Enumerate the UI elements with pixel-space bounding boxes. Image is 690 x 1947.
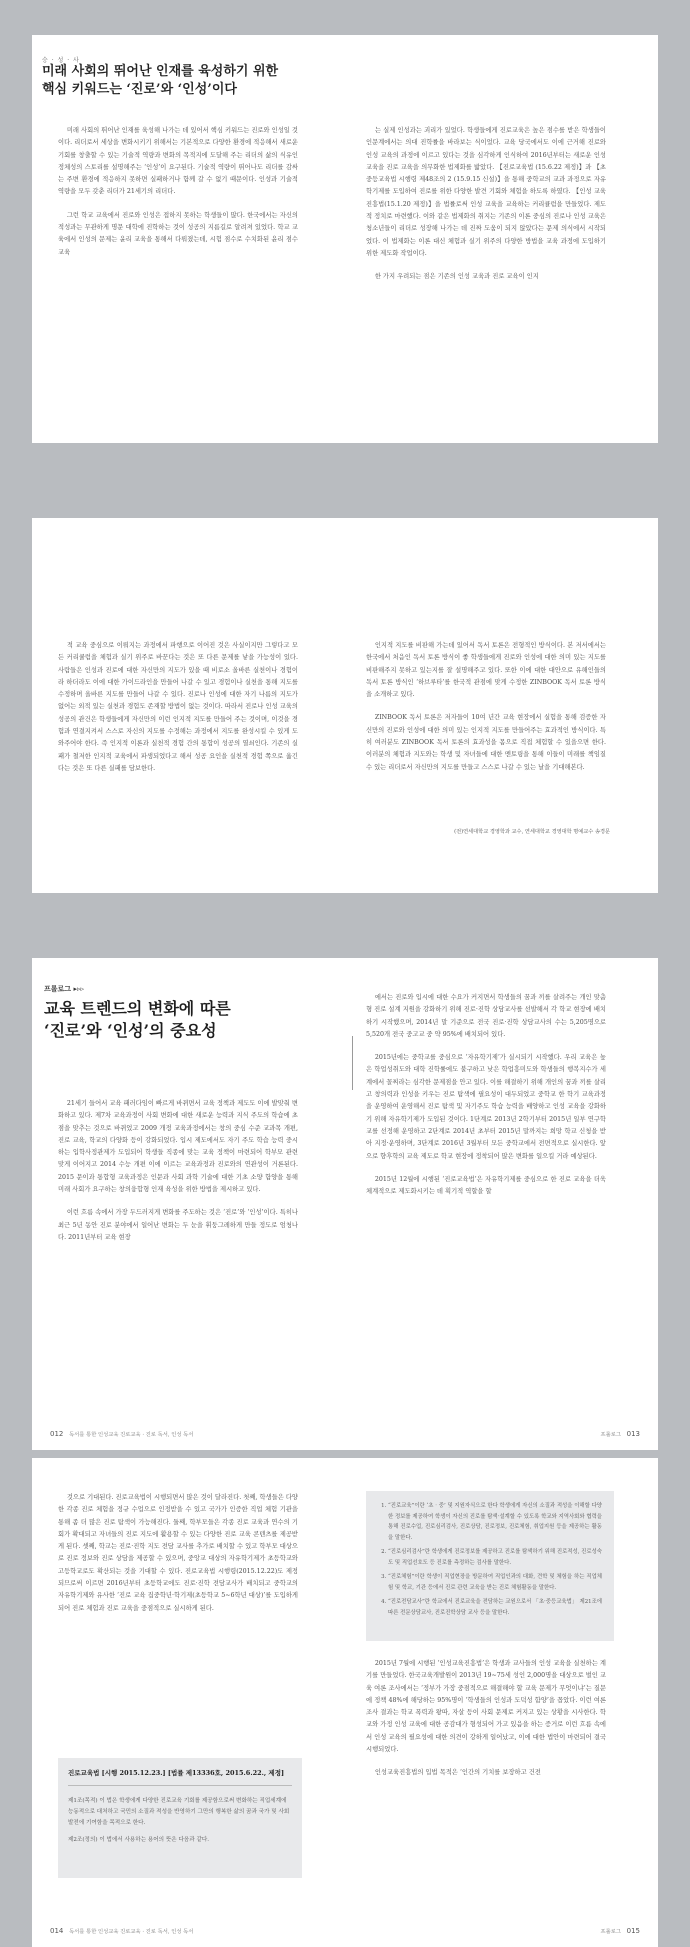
- page-footer-right: [600, 1430, 644, 1438]
- left-column: [58, 1098, 298, 1255]
- paragraph: 에서는 진로와 입시에 대한 수요가 커지면서 학생들의 꿈과 끼를 살려주는 개인 맞춤형 진로 설계 지원을 강화하기 위해 진로·진학 상담교사를 선발해서 각 학교 현장에 배치하기 시작했으며, 2014년 말 기준으로 전국 진로·진학 상담교사의 수는 5,205명으로 5,520개 전국 중고교 중 약 95%에 배치되어 있다.: [366, 994, 606, 1038]
- chapter-title: 교육 트렌드의 변화에 따른 ‘진로’와 ‘인성’의 중요성: [44, 999, 231, 1040]
- page-number: 013: [626, 1430, 640, 1438]
- right-column: [366, 125, 606, 295]
- left-column: [58, 1492, 298, 1615]
- author-byline: (전)연세대학교 경영학과 교수, 연세대학교 경영대학 명예교수 송경문: [454, 829, 610, 835]
- law-definition-box: [58, 1758, 302, 1878]
- definition-item: 1. “진로교육”이란 ‘초‧중’ 및 지원자식으로 한다 학생에게 자신의 소질과 적성을 이해할 다양한 정보를 제공하여 학생이 자신의 진로를 탐색·설계할 수 있도록 학교와 지역사회와 협력을 통해 진로수업, 진로심리검사, 진로상담, 진로정보, 진로체험, 취업지원 등을 제공하는 활동을 말한다.: [388, 1501, 602, 1543]
- running-title: 프롤로그: [600, 1432, 621, 1438]
- book-page-prologue-2: [32, 1458, 658, 1947]
- paragraph: 2015년 12월에 시행된 ‘진로교육법’은 자유학기제를 중심으로 한 진로 교육을 더욱 체계적으로 제도화시키는 데 획기적 역할을 할: [366, 1175, 606, 1196]
- paragraph: ZINBOOK 독서 토론은 저자들이 10여 년간 교육 현장에서 실험을 통해 검증한 자신만의 진로와 인성에 대한 의미 있는 인지적 지도를 만들어주는 효과적인 방식이다. 특히 여러분도 ZINBOOK 독서 토론의 효과성을 몸으로 직접 체험할 수 있을으면 한다. 이러분의 체험과 지도와는 학생 및 자녀들에 대한 멘토링을 통해 이들이 미래를 책임질 수 있는 리더로서 자신만의 지도를 만들고 스스로 나갈 수 있는 날을 기대해본다.: [366, 714, 606, 771]
- paragraph: 21세기 들어서 교육 패러다임이 빠르게 바뀌면서 교육 정책과 제도도 이에 발맞춰 변화하고 있다. 제7차 교육과정이 사회 변화에 대한 새로운 능력과 지식 주도의 학습에 초점을 맞추는 것으로 바뀌었고 2009 개정 교육과정에서는 창의 중심 수준 교과목 개편, 진로 교육, 학교의 다양화 등이 강화되었다. 입시 제도에서도 자기 주도 학습 능력 중시하는 입학사정관제가 도입되어 학생들 직종에 맞는 교육 정책이 마련되어 학부모 관련 맞게 이어지고 2014 수능 개편 이에 이르는 교육과정과 진로와의 연관성이 거론된다. 2015 문이과 통합형 교육과정은 인문과 사회 과학 기술에 대한 기초 소양 함양을 통해 미래 사회가 요구하는 창의융합형 인재 육성을 위한 방법을 제시하고 있다.: [58, 1100, 298, 1194]
- page-footer-left: [46, 1430, 193, 1438]
- divider: [352, 1036, 353, 1090]
- paragraph: 인지적 지도를 비판해 가는데 있어서 독서 토론은 전형적인 방식이다. 본 저서에서는 한국에서 처음인 독서 토론 방식이 좋 학생들에게 진로와 인성에 대한 의미 있는 지도를 비판해주지 못하고 있는지를 잘 설명해주고 있다. 또한 이에 대한 대안으로 유해인들의 독서 토론 방식인 ‘하브루타’를 한국적 관점에 맞게 수정한 ZINBOOK 독서 토론 방식을 소개하고 있다.: [366, 642, 606, 699]
- book-page-foreword-2: [32, 518, 658, 893]
- page-footer-left: [46, 1927, 193, 1935]
- paragraph: 것으로 기대된다. 진로교육법이 시행되면서 많은 것이 달라진다. 첫째, 학생들은 다양한 각종 진로 체험을 정규 수업으로 인정받을 수 있고 국가가 인증한 직업 체험 기관을 통해 좀 더 많은 진로 탐색이 가능해진다. 둘째, 학부모들은 각종 진로 교육과 연수의 기회가 확대되고 자녀들의 진로 지도에 활용할 수 있는 다양한 진로 교육 콘텐츠를 제공받게 된다. 셋째, 학교는 진로·진학 지도 전담 교사를 추가로 배치할 수 있고 학부모 대상으로 진로 정보와 진로 상담을 제공할 수 있으며, 중앙교 대상의 자유학기제가 초등학교와 고등학교로도 확산되는 것을 기대할 수 있다. 진로교육법 시행령(2015.12.22)도 제정되므로써 이르면 2016년부터 초등학교에도 진로·진학 전담교사가 배치되고 중학교의 자유학기제와 유사한 ‘진로 교육 집중학년·학기제(초등학교 5~6학년 대상)’를 도입하게 되어 진로 체험과 진로 교육을 중점적으로 실시하게 된다.: [58, 1494, 298, 1612]
- running-title: 독서를 통한 인성교육 진로교육 · 진로 독서, 인성 독서: [69, 1432, 194, 1438]
- page-title: 미래 사회의 뛰어난 인재를 육성하기 위한 핵심 키워드는 ‘진로’와 ‘인성’이다: [42, 64, 279, 97]
- definition-item: 3. “진로체험”이란 학생이 직업현장을 방문하여 직업인과의 대화, 견학 및 체험을 하는 직업체험 및 학교, 기관 등에서 진로 관련 교육을 받는 진로 체험활동을 말한다.: [388, 1572, 602, 1593]
- book-page-prologue-1: [32, 958, 658, 1450]
- paragraph: 2015년에는 중학교를 중심으로 ‘자유학기제’가 실시되기 시작했다. 우리 교육은 높은 학업성취도와 대학 진학률에도 불구하고 낮은 학업흥미도와 학생들의 행복지수가 세계에서 꼴찌라는 심각한 문제점을 안고 있다. 이를 해결하기 위해 개인의 꿈과 끼를 살리고 창의력과 인성을 키우는 진로 탐색에 필요성이 대두되었고 중학교 한 학기 교육과정을 운영하여 운영해서 진로 탐색 및 자기주도 학습 능력을 배양하고 인성 교육을 강화하기 위해 자유학기제가 도입된 것이다. 1단계로 2013년 2학기부터 2015년 일부 연구학교를 선정해 운영하고 2단계로 2014년 초부터 2015년 말까지는 희망 학교 신청을 받아 지정·운영하며, 3단계로 2016년 3월부터 모든 중학교에서 전면적으로 실시한다. 앞으로 향후학의 교육 제도로 학교 현장에 정착되어 많은 변화를 일으킬 거라 예상된다.: [366, 1054, 606, 1160]
- definition-item: 2. “진로심리검사”란 학생에게 진로정보를 제공하고 진로를 탐색하기 위해 진로적성, 진로성숙도 및 직업선호도 등 진로를 측정하는 검사를 말한다.: [388, 1547, 602, 1568]
- paragraph: 한 가지 우려되는 점은 기존의 인성 교육과 진로 교육이 인지: [374, 273, 539, 281]
- paragraph: 미래 사회의 뛰어난 인재를 육성해 나가는 데 있어서 핵심 키워드는 진로와 인성일 것이다. 리더로서 세상을 변화시키기 위해서는 기본적으로 다양한 환경에 적응해서 새로운 기회를 창출할 수 있는 기술적 역량과 변화의 목적지에 도달해 주는 리더의 삶의 식유인 정체성의 스토리를 설명해주는 ‘인성’이 요구된다. 기술적 역량이 뛰어나도 리더를 감싸는 주변 환경에 적응하지 못하면 실패하거나 함께 갈 수 없기 때문이다. 인성과 기술적 역량을 모두 갖춘 리더가 21세기의 리더다.: [58, 127, 298, 196]
- definitions-note-box: [366, 1491, 614, 1641]
- paragraph: 적 교육 중심으로 이뤄지는 과정에서 파행으로 이어진 것은 사실이지만 그렇다고 모든 커리큘럼을 체험과 실기 위주로 바꾼다는 것은 또 다른 문제를 낳을 가능성이 있다. 사람들은 인성과 진로에 대한 자신만의 지도가 있을 때 비로소 올바른 실천이나 경험이라 하더라도 이에 대한 가이드라인을 만들어 나갈 수 있고 경험이나 실천을 통해 지도를 수정하며 올바른 지도를 만들어 나갈 수 있다. 진로나 인성에 대한 자기 나름의 지도가 없어는 외적 있는 실천과 경험도 존재할 방법이 없는 것이다. 따라서 진로나 인성 교육의 성공의 관건은 학생들에게 자신만의 이런 인지적 지도를 만들어 주는 것이며, 이것을 경험과 연결지켜서 스스로 자신의 지도를 수정해는 과정에서 지도를 완성시킬 수 있게 도와주어야 한다. 즉 인지적 이론과 실천적 경험 간의 통합이 성공의 열쇠인다. 기존의 실패가 철저한 인지적 교육에서 파생되었다고 해서 성공 요인을 실천적 경험 쪽으로 옮긴다는 것은 또 다른 실패를 담보한다.: [58, 642, 298, 772]
- left-column: [58, 640, 298, 775]
- left-column: [58, 125, 298, 270]
- running-title: 프롤로그: [600, 1929, 621, 1935]
- section-kicker: 프롤로그 ▸▹▹: [44, 984, 85, 993]
- page-footer-right: [600, 1927, 644, 1935]
- paragraph: 는 실제 인성과는 괴리가 있었다. 학생들에게 진로교육은 높은 점수를 받은 학생들이 인문계에서는 의대 진학률을 바라보는 식이었다. 교육 당국에서도 이에 근거해 진로와 인성 교육의 과정에 이르고 있다는 것을 심각하게 인식하여 2016년부터는 새로운 인성 교육을 진로 교육을 의무화한 법제화를 밟았다. 【진로교육법 (15.6.22 제정)】과 【초중등교육법 시행령 제48조의 2 (15.9.15 신설)】을 통해 중학교의 교과 과정으로 자유학기제를 도입하여 진로를 위한 다양한 발견 기회와 체험을 하도록 하였다. 【인성 교육 진흥법(15.1.20 제정)】을 법률로써 인성 교육을 교육하는 커리큘럼을 만들었다. 제도적 정치로 마련했다. 이와 같은 법제화의 취지는 기존의 이론 중심의 진로나 인성 교육은 청소년들이 리더로 성장해 나가는 데 진짜 도움이 되지 않았다는 문제 의식에서 시작되었다. 이 법제화는 이론 대신 체험과 실기 위주의 다양한 방법을 교육 과정에 도입하기 위한 제도화 작업이다.: [366, 127, 606, 257]
- right-column: [366, 992, 606, 1209]
- law-title: 진로교육법 [시행 2015.12.23.] [법률 제13336호, 2015.6.22., 제정]: [68, 1769, 285, 1777]
- divider: [68, 1785, 292, 1786]
- paragraph: 인성교육진흥법의 입법 목적은 ‘인간의 기치를 보장하고 건전: [374, 1769, 541, 1777]
- definition-item: 4. “진로전담교사”란 학교에서 진로교육을 전담하는 교원으로서 「초·중등교육법」 제21조에 따른 전문상담교사, 진로진학상담 교사 등을 말한다.: [388, 1597, 602, 1618]
- page-number: 014: [50, 1927, 64, 1935]
- paragraph: 그런 학교 교육에서 진로와 인성은 접하지 못하는 학생들이 많다. 한국에서는 자신의 적성과는 무관하게 명문 대학에 진학하는 것이 성공의 지름길로 알려져 있었다. 학교 교육에서 인성의 문제는 윤리 교육을 통해서 다뤄졌는데, 시험 점수로 수치화된 윤리 점수 교육: [58, 211, 298, 256]
- book-page-foreword-1: [32, 35, 658, 443]
- right-column: [366, 1658, 606, 1791]
- section-kicker: 승 · 성 · 사: [42, 57, 80, 64]
- right-column: [366, 640, 606, 785]
- paragraph: 이런 흐름 속에서 가장 두드러지게 변화를 주도하는 것은 ‘진로’와 ‘인성’이다. 특히나 최근 5년 동안 진로 분야에서 일어난 변화는 두 눈을 휘둥그레하게 만들 정도로 엄청나다. 2011년부터 교육 현장: [58, 1209, 298, 1241]
- page-number: 012: [50, 1430, 64, 1438]
- law-article: 제2조(정의) 이 법에서 사용하는 용어의 뜻은 다음과 같다.: [68, 1837, 210, 1843]
- law-article: 제1조(목적) 이 법은 학생에게 다양한 진로교육 기회를 제공함으로써 변화하는 직업세계에 능동적으로 대처하고 국민의 소질과 적성을 반영하기 그만의 행복한 삶의 꿈과 국가 및 사회 발전에 기여함을 목적으로 한다.: [68, 1798, 290, 1826]
- page-number: 015: [626, 1927, 640, 1935]
- running-title: 독서를 통한 인성교육 진로교육 · 진로 독서, 인성 독서: [69, 1929, 194, 1935]
- paragraph: 2015년 7월에 시행된 ‘인성교육진흥법’은 학생과 교사들의 인성 교육을 실천하는 계기를 만들었다. 한국교육개발원이 2013년 19~75세 성인 2,000명을 대상으로 벌인 교육 여론 조사에서는 ‘정부가 가장 중점적으로 해결해야 할 교육 문제가 무엇이냐’는 질문에 정책 48%에 해당하는 95%명이 ‘학생들의 인성과 도덕성 함양’을 꼽았다. 이런 여론 조사 결과는 학교 폭력과 왕따, 자살 등이 사회 문제로 커지고 있는 상황을 시사한다. 학교와 가정 인성 교육에 대한 공감대가 형성되어 가고 있음을 하는 증거로 이런 흐름 속에서 인성 교육의 필요성에 대한 의견이 강하게 일어났고, 이에 대한 법안이 마련되어 결국 시행되었다.: [366, 1660, 606, 1754]
